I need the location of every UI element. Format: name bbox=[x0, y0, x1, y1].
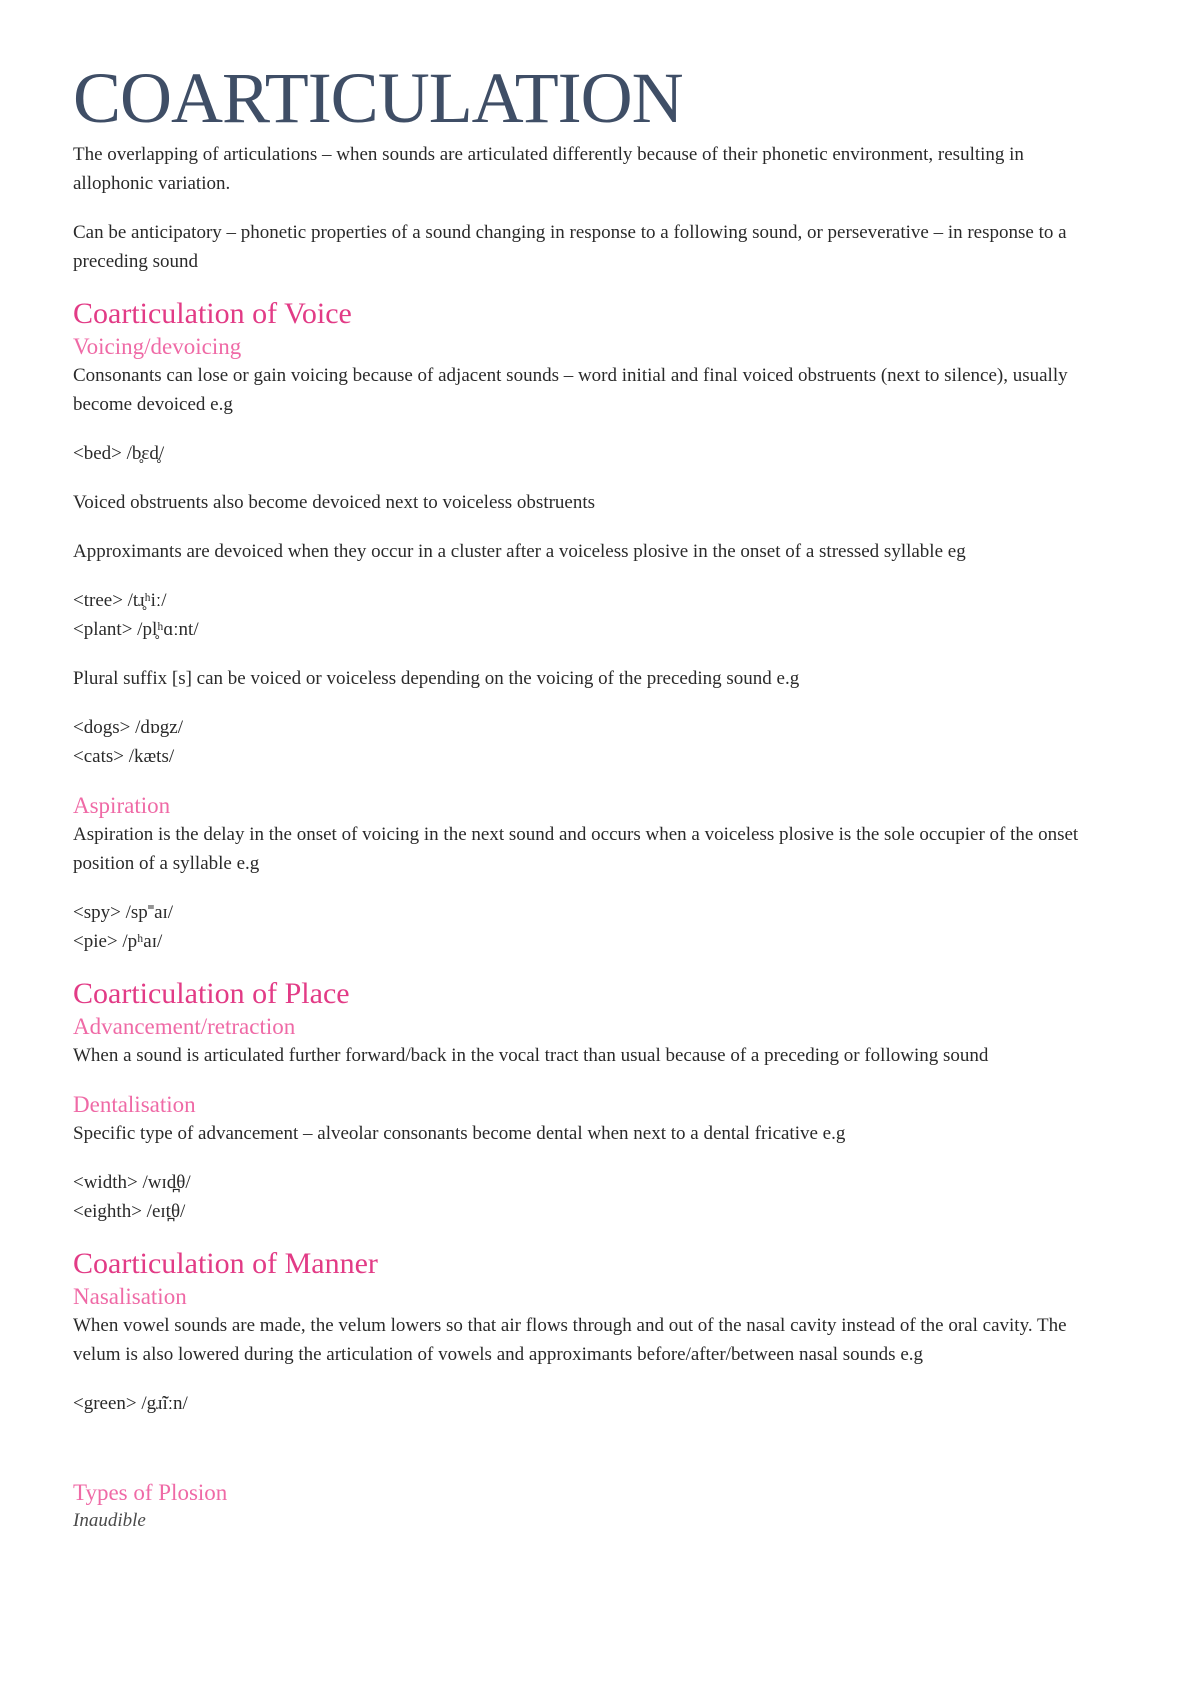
plosion-inaudible: Inaudible bbox=[73, 1510, 146, 1531]
example-dogs: <dogs> /dɒgz/ bbox=[73, 717, 184, 738]
spacer bbox=[73, 1438, 1100, 1478]
voicing-example: <bed> /b̥ɛd̥/ bbox=[73, 443, 165, 464]
approximant-examples bbox=[73, 586, 1100, 644]
dentalisation-text: Specific type of advancement – alveolar consonants become dental when next to a dental fricative e.g bbox=[73, 1123, 846, 1144]
obstruents-text: Voiced obstruents also become devoiced next to voiceless obstruents bbox=[73, 492, 596, 513]
advancement-text: When a sound is articulated further forward/back in the vocal tract than usual because of a preceding or following sound bbox=[73, 1045, 989, 1066]
example-eighth: <eighth> /eɪt̪θ/ bbox=[73, 1201, 186, 1222]
section-manner bbox=[73, 1246, 1100, 1418]
example-spy: <spy> /sp˭aɪ/ bbox=[73, 902, 174, 923]
subheading-advancement: Advancement/retraction bbox=[73, 1014, 296, 1039]
intro-types: Can be anticipatory – phonetic properties of a sound changing in response to a following sound, or perseverative – in response to a preceding sound bbox=[73, 222, 1067, 272]
voicing-text: Consonants can lose or gain voicing because of adjacent sounds – word initial and final voiced obstruents (next to silence), usually become devoiced e.g bbox=[73, 365, 1068, 415]
plural-examples bbox=[73, 713, 1100, 771]
example-tree: <tree> /tɹ̥ʰiː/ bbox=[73, 590, 167, 611]
dentalisation-examples bbox=[73, 1168, 1100, 1226]
subheading-dentalisation: Dentalisation bbox=[73, 1092, 196, 1117]
section-plosion bbox=[73, 1478, 1100, 1534]
subheading-plosion: Types of Plosion bbox=[73, 1480, 228, 1505]
plural-text: Plural suffix [s] can be voiced or voiceless depending on the voicing of the preceding sound e.g bbox=[73, 668, 800, 689]
subheading-nasalisation: Nasalisation bbox=[73, 1284, 187, 1309]
heading-voice: Coarticulation of Voice bbox=[73, 297, 352, 330]
nasalisation-example: <green> /gɹ̃ĩːn/ bbox=[73, 1393, 188, 1414]
example-pie: <pie> /pʰaɪ/ bbox=[73, 931, 163, 952]
aspiration-text: Aspiration is the delay in the onset of voicing in the next sound and occurs when a voiceless plosive is the sole occupier of the onset position of a syllable e.g bbox=[73, 824, 1079, 874]
subheading-voicing: Voicing/devoicing bbox=[73, 334, 242, 359]
approximants-text: Approximants are devoiced when they occur in a cluster after a voiceless plosive in the onset of a stressed syllable eg bbox=[73, 541, 966, 562]
aspiration-examples bbox=[73, 898, 1100, 956]
example-width: <width> /wɪd̪θ/ bbox=[73, 1172, 191, 1193]
heading-place: Coarticulation of Place bbox=[73, 977, 350, 1010]
example-plant: <plant> /pl̥ʰɑːnt/ bbox=[73, 619, 199, 640]
section-voice bbox=[73, 296, 1100, 956]
subheading-aspiration: Aspiration bbox=[73, 793, 171, 818]
section-place bbox=[73, 976, 1100, 1226]
example-cats: <cats> /kæts/ bbox=[73, 746, 175, 767]
nasalisation-text: When vowel sounds are made, the velum lowers so that air flows through and out of the nasal cavity instead of the oral cavity. The velum is also lowered during the articulation of vowels and approximants before/after/between nasal sounds e.g bbox=[73, 1315, 1067, 1365]
page-title: COARTICULATION bbox=[73, 58, 683, 138]
heading-manner: Coarticulation of Manner bbox=[73, 1247, 378, 1280]
intro-definition: The overlapping of articulations – when sounds are articulated differently because of their phonetic environment, resulting in allophonic variation. bbox=[73, 144, 1024, 194]
